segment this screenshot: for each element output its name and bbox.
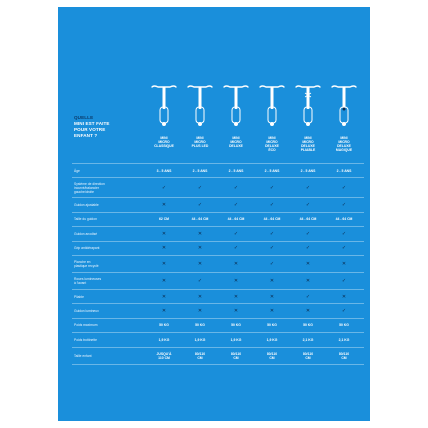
row-label: Taille du guidon — [74, 217, 97, 222]
cross-icon: ✕ — [233, 277, 239, 284]
table-cell: 50 KG — [231, 323, 241, 328]
title-line: MINI EST FAITE — [74, 121, 110, 126]
table-cell: 44 - 64 CM — [227, 217, 245, 222]
check-icon: ✓ — [341, 277, 347, 284]
check-icon: ✓ — [341, 184, 347, 191]
row-label: Âge — [74, 168, 80, 173]
scooter-icon — [185, 83, 215, 127]
product-name — [290, 136, 326, 152]
product-name-line: CLASSIQUE — [154, 144, 174, 148]
table-cell: 50 KG — [267, 323, 277, 328]
check-icon: ✓ — [233, 245, 239, 252]
cross-icon: ✕ — [197, 260, 203, 267]
row-label: Poids maximum — [74, 323, 98, 328]
table-row — [72, 178, 364, 198]
cross-icon: ✕ — [161, 293, 167, 300]
cross-icon: ✕ — [197, 245, 203, 252]
check-icon: ✓ — [341, 202, 347, 209]
check-icon: ✓ — [341, 308, 347, 315]
scooter-icon — [257, 83, 287, 127]
check-icon: ✓ — [305, 202, 311, 209]
table-cell: 50 KG — [303, 323, 313, 328]
page-title — [74, 115, 134, 139]
product-name-line: MICRO — [230, 140, 242, 144]
product-name-line: MICRO — [194, 140, 206, 144]
product-name-line: PLIABLE — [300, 148, 316, 152]
check-icon: ✓ — [269, 184, 275, 191]
table-cell: 1,9 KG — [230, 337, 242, 342]
product-name-line: DELUXE — [265, 144, 279, 148]
table-cell: 2,1 KG — [338, 337, 350, 342]
row-label: Guidon ajustable — [74, 203, 99, 208]
row-label: Planche en plastique recyclé — [74, 259, 99, 268]
row-label: Pliable — [74, 294, 84, 299]
product-name-line: MINI — [340, 136, 348, 140]
cross-icon: ✕ — [161, 260, 167, 267]
table-row — [72, 333, 364, 347]
row-label: Roues lumineuses à l'avant — [74, 276, 102, 285]
table-cell: 80/110 CM — [266, 351, 278, 360]
table-cell: 44 - 64 CM — [263, 217, 281, 222]
check-icon: ✓ — [233, 202, 239, 209]
check-icon: ✓ — [305, 293, 311, 300]
product-name — [182, 136, 218, 148]
table-cell: 80/110 CM — [302, 351, 314, 360]
row-label: Taille enfant — [74, 353, 92, 358]
check-icon: ✓ — [161, 184, 167, 191]
cross-icon: ✕ — [161, 308, 167, 315]
table-cell: 50 KG — [195, 323, 205, 328]
check-icon: ✓ — [233, 184, 239, 191]
check-icon: ✓ — [197, 202, 203, 209]
scooter-icon — [149, 83, 179, 127]
cross-icon: ✕ — [305, 277, 311, 284]
product-name — [146, 136, 182, 148]
table-row — [72, 242, 364, 256]
scooter-icon — [293, 83, 323, 127]
cross-icon: ✕ — [341, 293, 347, 300]
table-cell: 1,9 KG — [194, 337, 206, 342]
table-cell: 1,9 KG — [158, 337, 170, 342]
product-name-line: PLUS LED — [191, 144, 209, 148]
title-line: QUELLE — [74, 115, 94, 120]
row-label: Guidon lumineux — [74, 309, 99, 314]
scooter-icon — [329, 83, 359, 127]
check-icon: ✓ — [269, 230, 275, 237]
check-icon: ✓ — [269, 245, 275, 252]
comparison-panel — [58, 7, 370, 421]
table-cell: 44 - 64 CM — [191, 217, 209, 222]
table-cell: 2 - 5 ANS — [192, 168, 208, 173]
cross-icon: ✕ — [161, 245, 167, 252]
product-name-line: MICRO — [302, 140, 314, 144]
row-label: Système de direction incurvé/balancier gauche/droite — [74, 181, 105, 194]
cross-icon: ✕ — [197, 308, 203, 315]
scooter-icon — [221, 83, 251, 127]
title-line: POUR VOTRE — [74, 127, 106, 132]
table-row — [72, 198, 364, 212]
cross-icon: ✕ — [161, 202, 167, 209]
table-row — [72, 163, 364, 178]
check-icon: ✓ — [269, 202, 275, 209]
table-cell: 80/110 CM — [230, 351, 242, 360]
table-cell: 3 - 5 ANS — [156, 168, 172, 173]
cross-icon: ✕ — [269, 308, 275, 315]
table-row — [72, 290, 364, 304]
cross-icon: ✕ — [161, 277, 167, 284]
product-name-line: DELUXE — [337, 144, 351, 148]
table-cell: 62 CM — [159, 217, 169, 222]
check-icon: ✓ — [197, 277, 203, 284]
product-name-line: ÉCO — [268, 148, 276, 152]
row-label: Poids trottinette — [74, 337, 97, 342]
cross-icon: ✕ — [269, 293, 275, 300]
check-icon: ✓ — [305, 245, 311, 252]
table-cell: 2,1 KG — [302, 337, 314, 342]
check-icon: ✓ — [269, 260, 275, 267]
product-name-line: MINI — [232, 136, 240, 140]
cross-icon: ✕ — [197, 230, 203, 237]
check-icon: ✓ — [197, 184, 203, 191]
table-cell: 50 KG — [159, 323, 169, 328]
product-name-line: DELUXE — [229, 144, 243, 148]
row-label: Guidon anodisé — [74, 231, 98, 236]
product-name — [326, 136, 362, 152]
table-row — [72, 273, 364, 290]
product-name-line: MINI — [196, 136, 204, 140]
title-line: ENFANT ? — [74, 133, 98, 138]
cross-icon: ✕ — [161, 230, 167, 237]
table-cell: 2 - 5 ANS — [264, 168, 280, 173]
product-name — [254, 136, 290, 152]
product-name-line: MAGIQUE — [335, 148, 353, 152]
product-name-line: MINI — [304, 136, 312, 140]
cross-icon: ✕ — [305, 308, 311, 315]
table-row — [72, 213, 364, 227]
product-name-line: MICRO — [158, 140, 170, 144]
table-row — [72, 319, 364, 333]
product-names — [140, 136, 362, 164]
cross-icon: ✕ — [197, 293, 203, 300]
table-cell: 80/110 CM — [194, 351, 206, 360]
check-icon: ✓ — [233, 230, 239, 237]
table-cell: 2 - 5 ANS — [336, 168, 352, 173]
table-cell: 2 - 5 ANS — [300, 168, 316, 173]
cross-icon: ✕ — [269, 277, 275, 284]
cross-icon: ✕ — [305, 260, 311, 267]
table-row — [72, 304, 364, 318]
product-name-line: MICRO — [338, 140, 350, 144]
table-row — [72, 348, 364, 365]
comparison-table — [72, 163, 364, 365]
cross-icon: ✕ — [233, 308, 239, 315]
product-name-line: MINI — [160, 136, 168, 140]
table-cell: 50 KG — [339, 323, 349, 328]
cross-icon: ✕ — [341, 260, 347, 267]
row-label: Grip antidérapant — [74, 246, 100, 251]
table-cell: 44 - 64 CM — [335, 217, 353, 222]
product-name-line: MICRO — [266, 140, 278, 144]
product-name — [218, 136, 254, 148]
product-name-line: DELUXE — [301, 144, 315, 148]
table-cell: 1,9 KG — [266, 337, 278, 342]
scooter-illustrations — [140, 83, 362, 127]
cross-icon: ✕ — [233, 293, 239, 300]
table-cell: 44 - 64 CM — [299, 217, 317, 222]
cross-icon: ✕ — [233, 260, 239, 267]
table-row — [72, 256, 364, 273]
table-cell: 80/110 CM — [338, 351, 350, 360]
check-icon: ✓ — [341, 245, 347, 252]
table-cell: 2 - 5 ANS — [228, 168, 244, 173]
table-cell: JUSQU'À 110 CM — [156, 351, 172, 360]
table-row — [72, 227, 364, 241]
check-icon: ✓ — [305, 230, 311, 237]
check-icon: ✓ — [305, 184, 311, 191]
product-name-line: MINI — [268, 136, 276, 140]
check-icon: ✓ — [341, 230, 347, 237]
